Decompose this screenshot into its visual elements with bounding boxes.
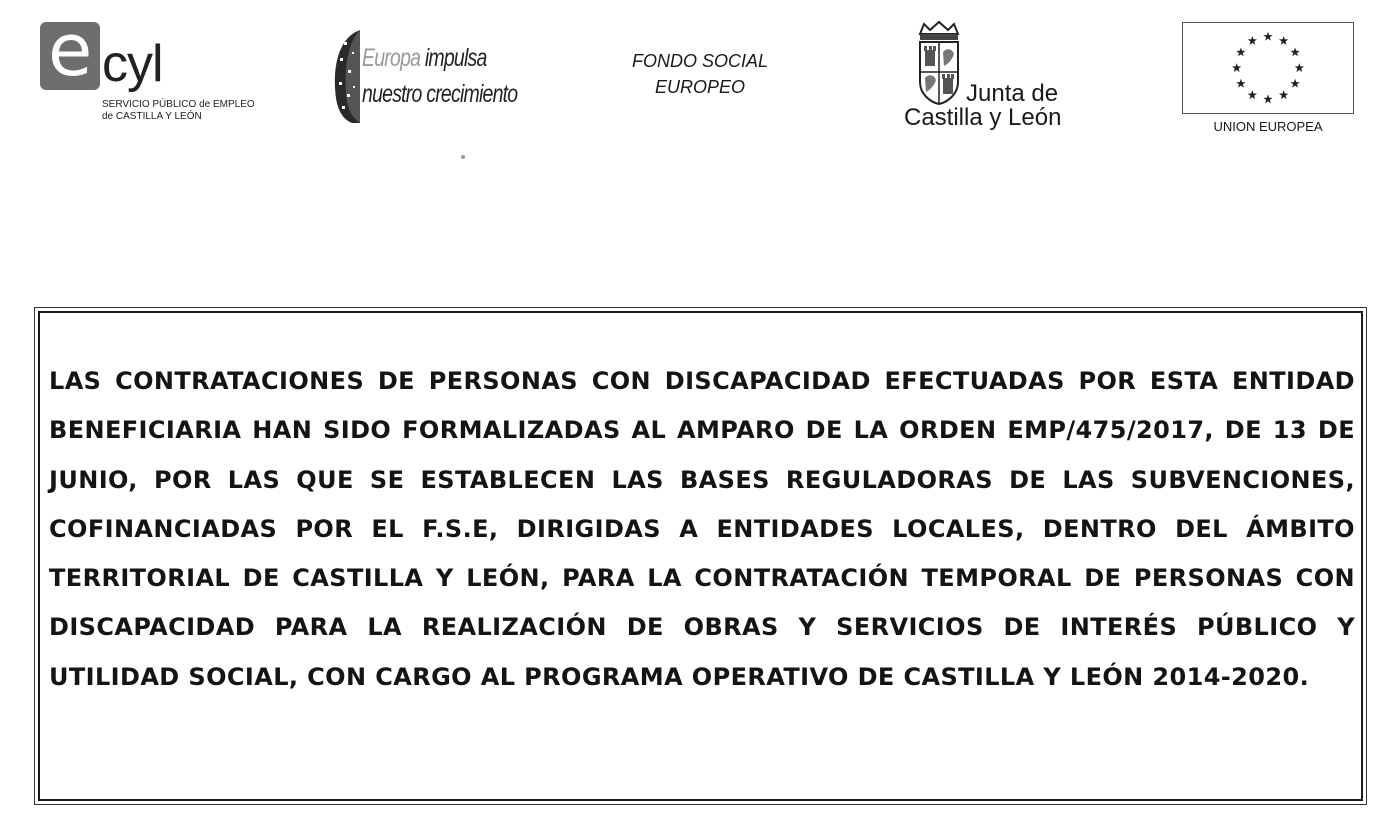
junta-line1: Junta de xyxy=(966,80,1059,107)
ecyl-e-mark xyxy=(40,8,100,92)
eu-flag-icon xyxy=(1182,22,1354,114)
coat-of-arms-icon xyxy=(914,20,964,106)
ecyl-subtitle-line2: de CASTILLA Y LEÓN xyxy=(102,111,202,122)
ecyl-name: cyl xyxy=(102,35,163,93)
ecyl-subtitle-line1: SERVICIO PÚBLICO de EMPLEO xyxy=(102,99,255,110)
eu-star-icon xyxy=(1290,79,1299,88)
union-europea-logo xyxy=(1182,22,1356,137)
impulsa-word: impulsa xyxy=(424,44,487,72)
eu-star-icon xyxy=(1279,36,1288,45)
notice-text: LAS CONTRATACIONES DE PERSONAS CON DISCAPACIDAD EFECTUADAS POR ESTA ENTIDAD BENEFICIARIA HAN SIDO FORMALIZADAS AL AMPARO DE LA ORDEN EMP/475/2017, DE 13 DE JUNIO, POR LAS QUE SE ESTABLECEN LAS BASES REGULADORAS DE LAS SUBVENCIONES, COFINANCIADAS POR EL F.S.E, DIRIGIDAS A ENTIDADES LOCALES, DENTRO DEL ÁMBITO TERRITORIAL DE CASTILLA Y LEÓN, PARA LA CONTRATACIÓN TEMPORAL DE PERSONAS CON DISCAPACIDAD PARA LA REALIZACIÓN DE OBRAS Y SERVICIOS DE INTERÉS PÚBLICO Y UTILIDAD SOCIAL, CON CARGO AL PROGRAMA OPERATIVO DE CASTILLA Y LEÓN 2014-2020. xyxy=(49,367,1355,691)
ecyl-logo xyxy=(38,8,255,130)
eu-star-icon xyxy=(1279,90,1288,99)
eu-star-icon xyxy=(1295,63,1304,72)
eu-star-icon xyxy=(1263,32,1272,41)
europa-impulsa-line2: nuestro crecimiento xyxy=(362,80,518,108)
eu-star-icon xyxy=(1248,90,1257,99)
europa-impulsa-logo xyxy=(330,26,520,126)
fse-line1: FONDO SOCIAL xyxy=(631,51,769,71)
union-europea-label: UNION EUROPEA xyxy=(1213,119,1323,134)
ecyl-e-letter: e xyxy=(48,8,93,92)
scan-speck xyxy=(461,155,465,159)
eu-star-icon xyxy=(1236,47,1245,56)
europa-emblem-icon xyxy=(330,28,364,124)
europa-word: Europa xyxy=(362,44,421,72)
eu-star-icon xyxy=(1236,79,1245,88)
junta-castilla-leon-logo xyxy=(900,20,1080,130)
eu-star-icon xyxy=(1232,63,1241,72)
fse-line2: EUROPEO xyxy=(654,77,746,97)
eu-star-icon xyxy=(1248,36,1257,45)
eu-star-icon xyxy=(1290,47,1299,56)
eu-star-icon xyxy=(1263,94,1272,103)
europa-impulsa-line1 xyxy=(362,46,487,71)
fondo-social-europeo-label xyxy=(610,48,790,100)
junta-line2: Castilla y León xyxy=(904,104,1062,131)
